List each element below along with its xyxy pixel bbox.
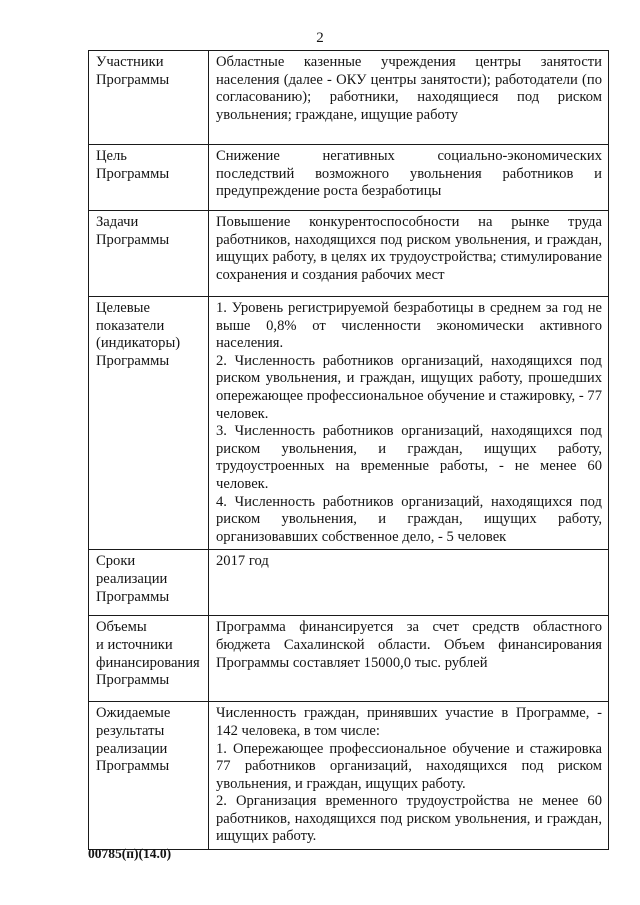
row-value-results: Численность граждан, принявших участие в Программе, - 142 человека, в том числе: 1. Опережающее профессиональное обучение и стажировка 77 работников организаций, находящихся под риском увольнения, и граждан, ищущих работу. 2. Организация временного трудоустройства не менее 60 работников, находящихся под риском увольнения, и граждан, ищущих работу. [209, 702, 609, 850]
table-row [89, 211, 609, 297]
program-passport-table [88, 50, 609, 850]
page-number: 2 [316, 30, 324, 46]
table-row [89, 550, 609, 616]
row-value-tasks: Повышение конкурентоспособности на рынке труда работников, находящихся под риском увольнения, и граждан, ищущих работу, в целях их трудоустройства; стимулирование сохранения и создания рабочих мест [209, 211, 609, 297]
row-label-funding: Объемы и источники финансирования Программы [89, 616, 209, 702]
row-label-indicators: Целевые показатели (индикаторы) Программы [89, 297, 209, 550]
row-value-goal: Снижение негативных социально-экономических последствий возможного увольнения работников и предупреждение роста безработицы [209, 145, 609, 211]
row-label-tasks: Задачи Программы [89, 211, 209, 297]
row-value-indicators: 1. Уровень регистрируемой безработицы в среднем за год не выше 0,8% от численности экономически активного населения. 2. Численность работников организаций, находящихся под риском увольнения, и граждан, ищущих работу, прошедших опережающее профессиональное обучение и стажировку, - 77 человек. 3. Численность работников организаций, находящихся под риском увольнения, и граждан, ищущих работу, трудоустроенных на временные работы, - не менее 60 человек. 4. Численность работников организаций, находящихся под риском увольнения, и граждан, ищущих работу, организовавших собственное дело, - 5 человек [209, 297, 609, 550]
table-row [89, 702, 609, 850]
row-label-results: Ожидаемые результаты реализации Программы [89, 702, 209, 850]
document-code: 00785(п)(14.0) [88, 846, 172, 861]
table-row [89, 145, 609, 211]
row-value-terms: 2017 год [209, 550, 609, 616]
table-row [89, 297, 609, 550]
row-label-goal: Цель Программы [89, 145, 209, 211]
table-row [89, 616, 609, 702]
row-value-funding: Программа финансируется за счет средств областного бюджета Сахалинской области. Объем финансирования Программы составляет 15000,0 тыс. рублей [209, 616, 609, 702]
row-value-participants: Областные казенные учреждения центры занятости населения (далее - ОКУ центры занятости); работодатели (по согласованию); работники, находящиеся под риском увольнения; граждане, ищущие работу [209, 51, 609, 145]
table-row [89, 51, 609, 145]
row-label-terms: Сроки реализации Программы [89, 550, 209, 616]
row-label-participants: Участники Программы [89, 51, 209, 145]
